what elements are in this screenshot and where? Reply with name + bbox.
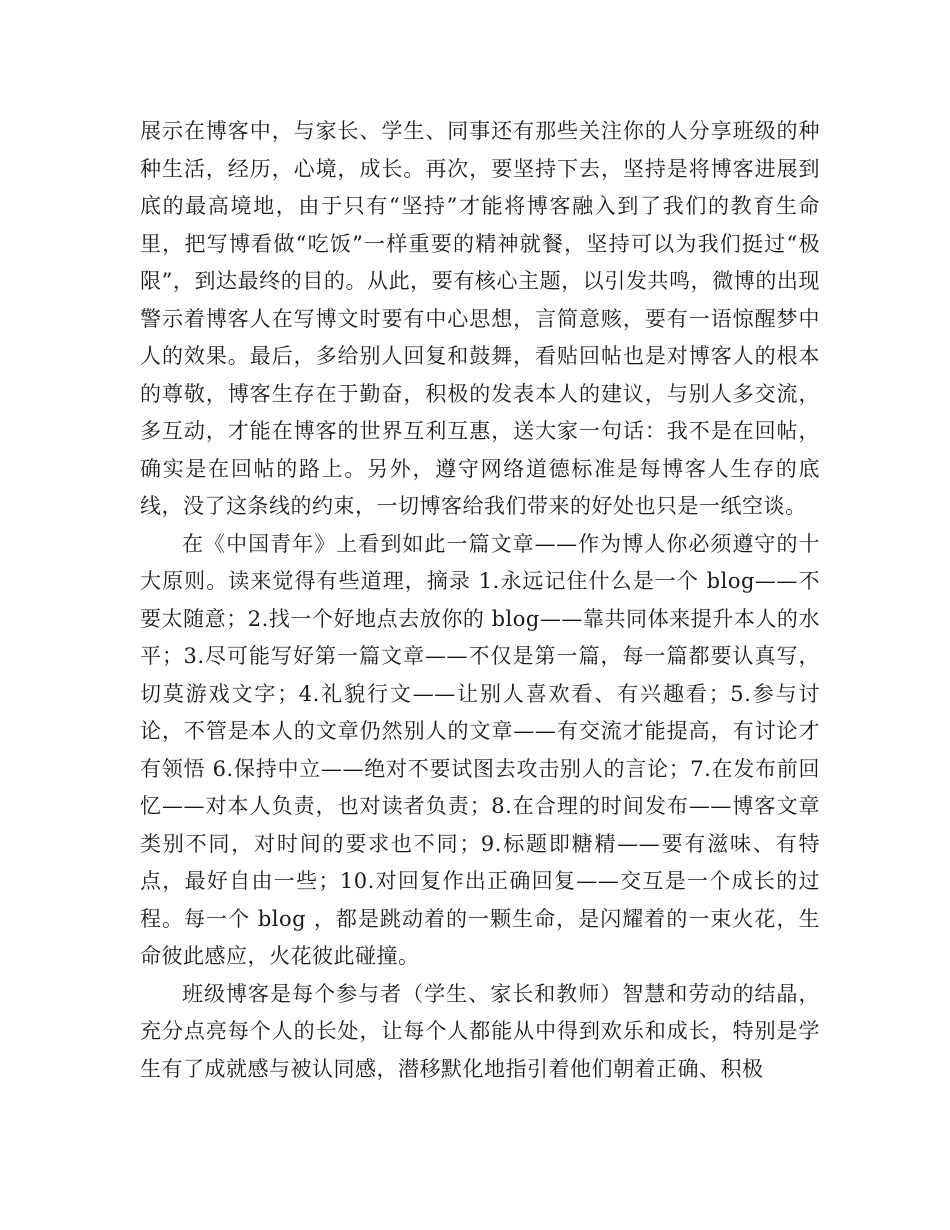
paragraph-2: 在《中国青年》上看到如此一篇文章——作为博人你必须遵守的十大原则。读来觉得有些道理，摘录 1.永远记住什么是一个 blog——不要太随意；2.找一个好地点去放你的 blog——靠共同体来提升本人的水平；3.尽可能写好第一篇文章——不仅是第一篇，每一篇都要认真写，切莫游戏文字；4.礼貌行文——让别人喜欢看、有兴趣看；5.参与讨论，不管是本人的文章仍然别人的文章——有交流才能提高，有讨论才有领悟 6.保持中立——绝对不要试图去攻击别人的言论；7.在发布前回忆——对本人负责，也对读者负责；8.在合理的时间发布——博客文章类别不同，对时间的要求也不同；9.标题即糖精——要有滋味、有特点，最好自由一些；10.对回复作出正确回复——交互是一个成长的过程。每一个 blog ，都是跳动着的一颗生命，是闪耀着的一束火花，生命彼此感应，火花彼此碰撞。 bbox=[140, 531, 820, 968]
paragraph-1: 展示在博客中，与家长、学生、同事还有那些关注你的人分享班级的种种生活，经历，心境，成长。再次，要坚持下去，坚持是将博客进展到底的最高境地，由于只有“坚持”才能将博客融入到了我们的教育生命里，把写博看做“吃饭”一样重要的精神就餐，坚持可以为我们挺过“极限”，到达最终的目的。从此，要有核心主题，以引发共鸣，微博的出现警示着博客人在写博文时要有中心思想，言简意赅，要有一语惊醒梦中人的效果。最后，多给别人回复和鼓舞，看贴回帖也是对博客人的根本的尊敬，博客生存在于勤奋，积极的发表本人的建议，与别人多交流，多互动，才能在博客的世界互利互惠，送大家一句话：我不是在回帖，确实是在回帖的路上。另外，遵守网络道德标准是每博客人生存的底线，没了这条线的约束，一切博客给我们带来的好处也只是一纸空谈。 bbox=[140, 119, 820, 518]
paragraph-3: 班级博客是每个参与者（学生、家长和教师）智慧和劳动的结晶，充分点亮每个人的长处，让每个人都能从中得到欢乐和成长，特别是学生有了成就感与被认同感，潜移默化地指引着他们朝着正确、积极 bbox=[140, 981, 820, 1081]
body-text bbox=[140, 113, 820, 1088]
